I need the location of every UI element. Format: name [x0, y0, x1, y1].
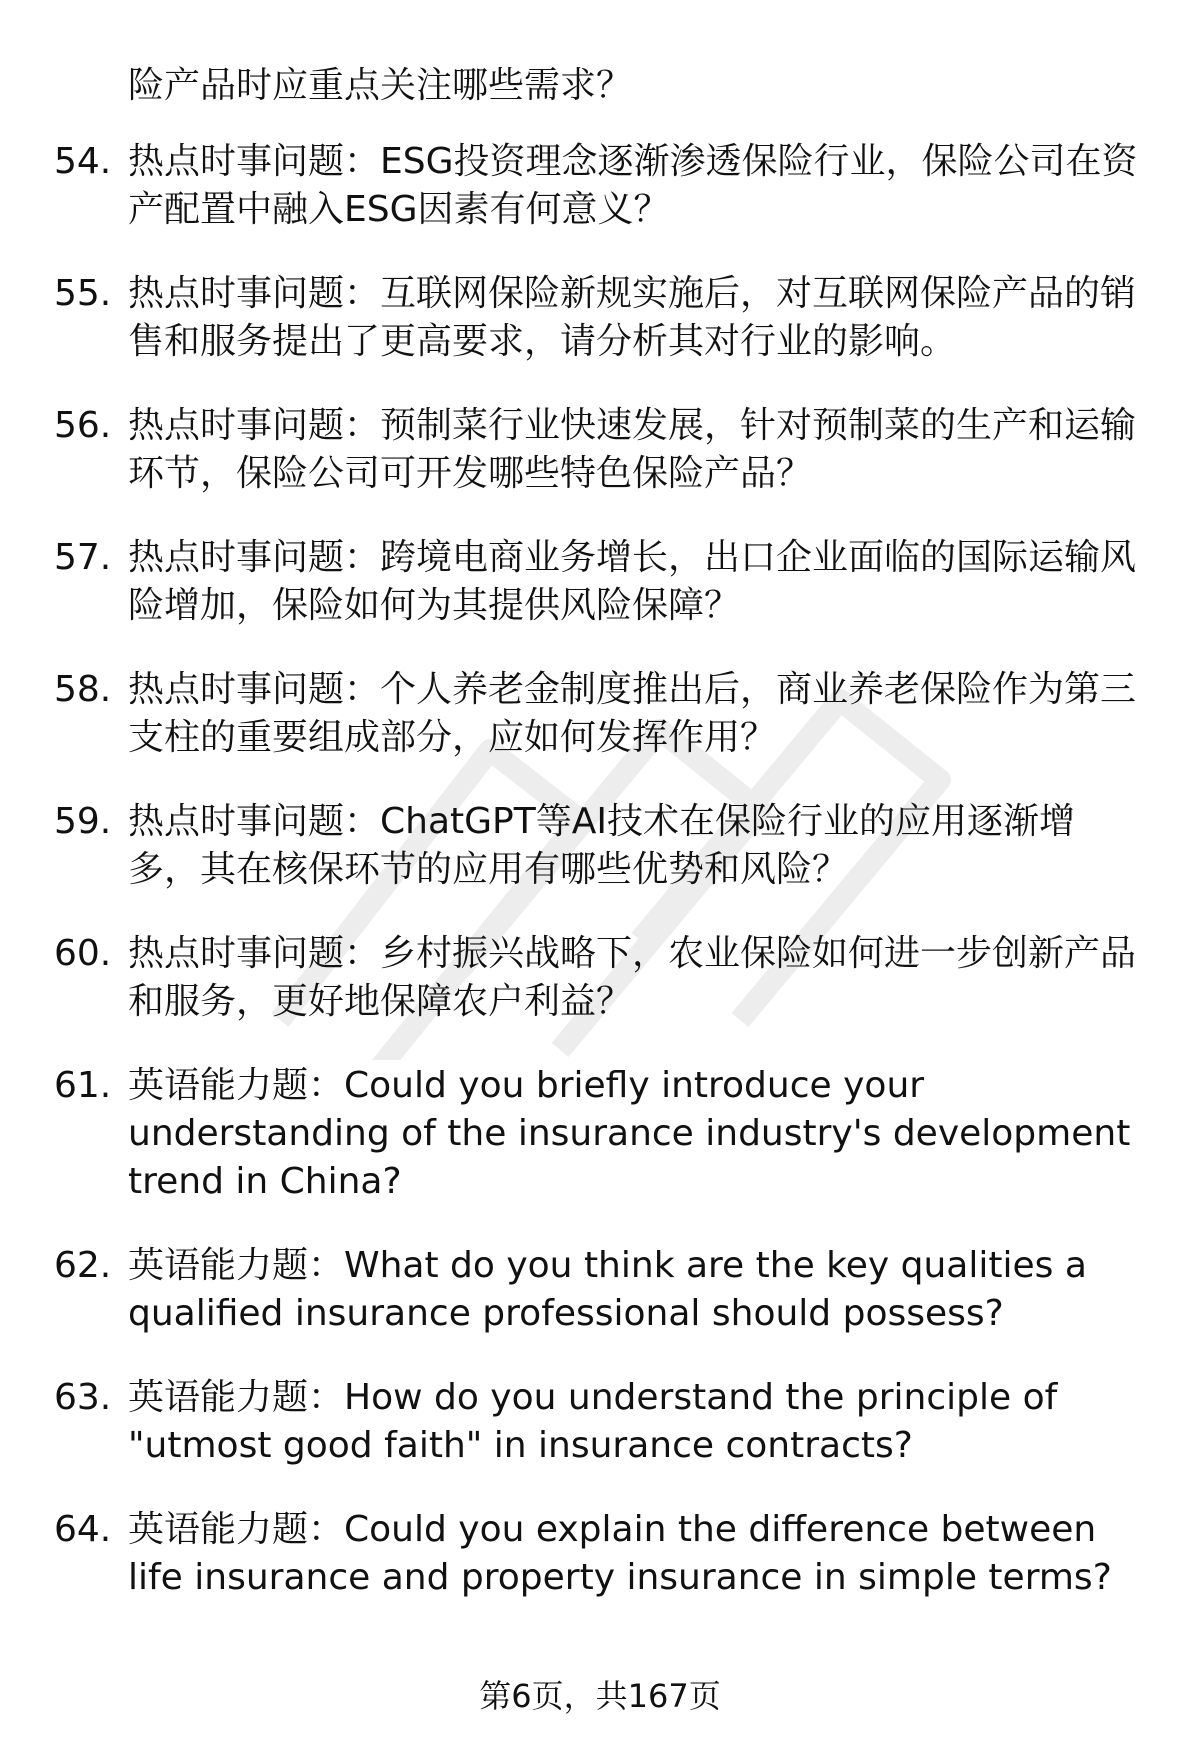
- list-item: [0, 1062, 1200, 1206]
- list-item: [0, 930, 1200, 1026]
- question-text: 英语能力题：What do you think are the key qualities a qualified insurance professional should possess?: [128, 1245, 1087, 1334]
- question-number: 63.: [54, 1377, 112, 1418]
- page-footer: 第6页，共167页: [479, 1677, 721, 1715]
- question-number: 60.: [54, 933, 112, 974]
- list-item: [0, 798, 1200, 894]
- question-text: 热点时事问题：ChatGPT等AI技术在保险行业的应用逐渐增多，其在核保环节的应用有哪些优势和风险？: [128, 801, 1075, 890]
- question-text: 热点时事问题：乡村振兴战略下，农业保险如何进一步创新产品和服务，更好地保障农户利益？: [128, 933, 1137, 1022]
- list-item: [0, 138, 1200, 234]
- question-text: 英语能力题：Could you explain the difference between life insurance and property insurance in simple terms?: [128, 1509, 1112, 1598]
- list-item: [0, 1242, 1200, 1338]
- question-number: 54.: [54, 141, 112, 182]
- question-list: [0, 138, 1200, 1638]
- question-number: 64.: [54, 1509, 112, 1550]
- question-text: 热点时事问题：预制菜行业快速发展，针对预制菜的生产和运输环节，保险公司可开发哪些特色保险产品？: [128, 405, 1137, 494]
- list-item: [0, 1506, 1200, 1602]
- question-text: 热点时事问题：互联网保险新规实施后，对互联网保险产品的销售和服务提出了更高要求，请分析其对行业的影响。: [128, 273, 1137, 362]
- question-number: 55.: [54, 273, 112, 314]
- question-number: 61.: [54, 1065, 112, 1106]
- question-number: 57.: [54, 537, 112, 578]
- question-text: 热点时事问题：个人养老金制度推出后，商业养老保险作为第三支柱的重要组成部分，应如何发挥作用？: [128, 669, 1137, 758]
- list-item: [0, 534, 1200, 630]
- question-number: 56.: [54, 405, 112, 446]
- question-text: 英语能力题：How do you understand the principle of "utmost good faith" in insurance contracts?: [128, 1377, 1058, 1466]
- question-text: 热点时事问题：ESG投资理念逐渐渗透保险行业，保险公司在资产配置中融入ESG因素有何意义？: [128, 141, 1138, 230]
- list-item: [0, 402, 1200, 498]
- question-number: 59.: [54, 801, 112, 842]
- question-text: 英语能力题：Could you briefly introduce your understanding of the insurance industry's development trend in China?: [128, 1065, 1131, 1202]
- question-number: 62.: [54, 1245, 112, 1286]
- list-item: [0, 1374, 1200, 1470]
- question-number: 58.: [54, 669, 112, 710]
- question-text: 热点时事问题：跨境电商业务增长，出口企业面临的国际运输风险增加，保险如何为其提供风险保障？: [128, 537, 1137, 626]
- list-item: [0, 270, 1200, 366]
- list-item: [0, 666, 1200, 762]
- continuation-text: 险产品时应重点关注哪些需求？: [128, 65, 633, 106]
